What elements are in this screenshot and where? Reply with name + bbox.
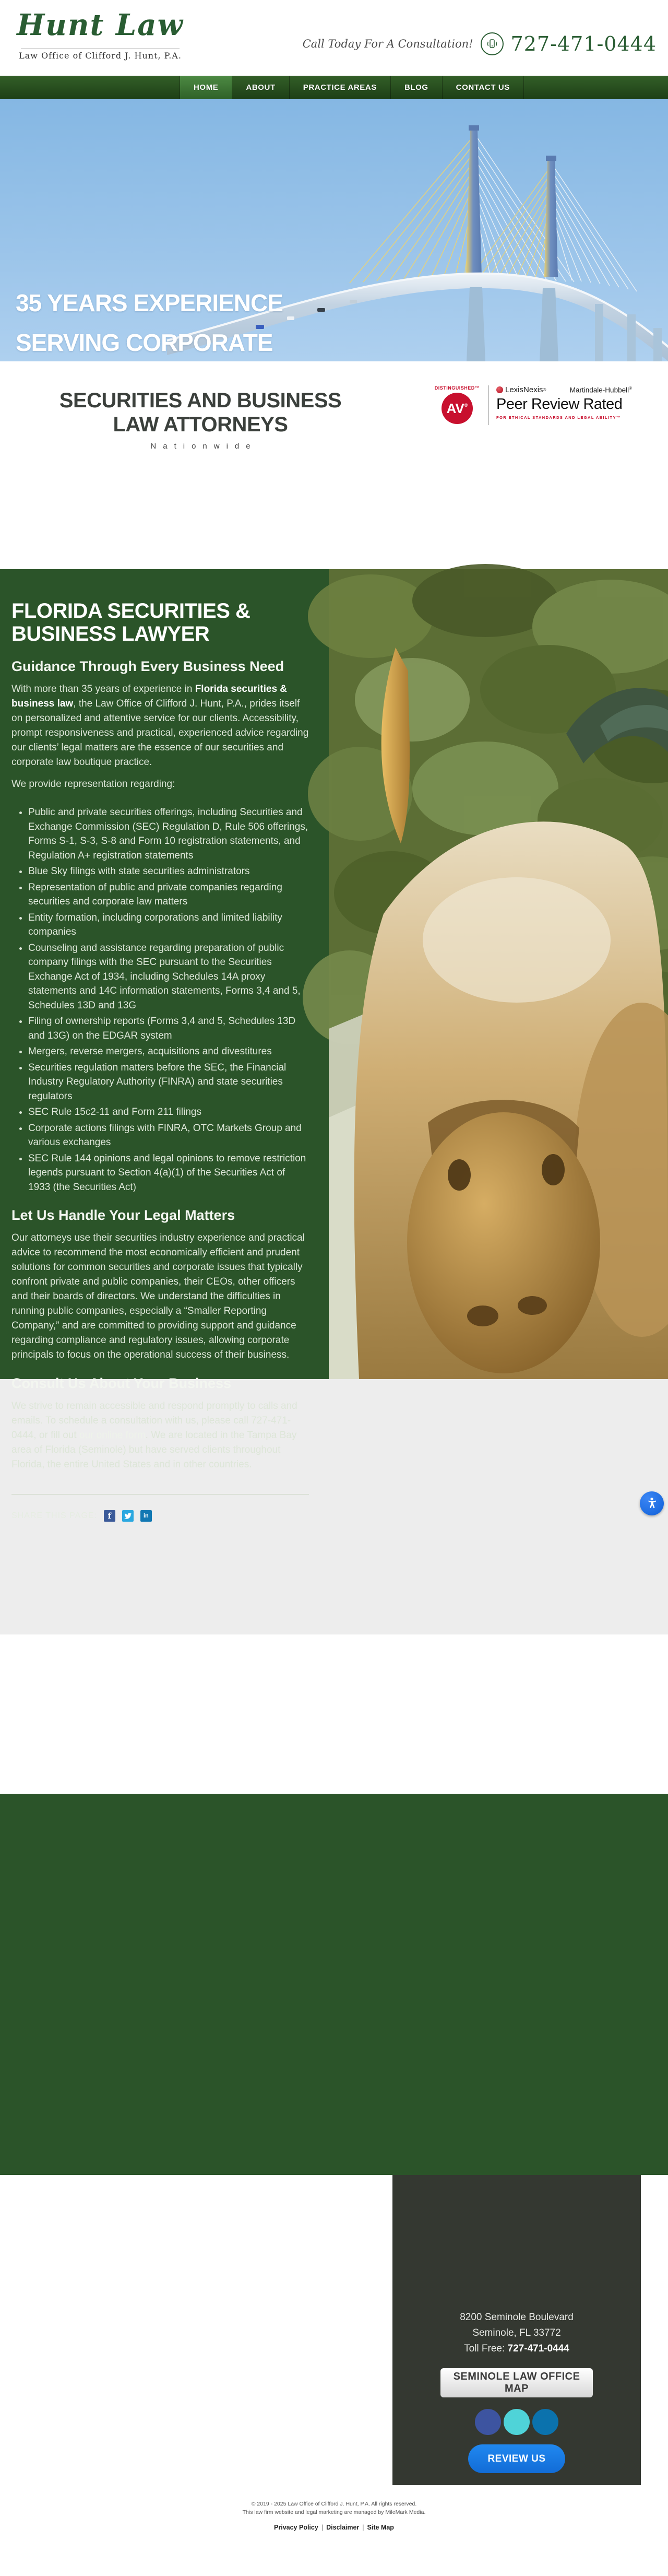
av-reg-mark: ® <box>464 403 468 408</box>
intro-title <box>0 389 401 437</box>
hero-heading <box>16 283 283 362</box>
consultation-tagline: Call Today For A Consultation! <box>302 38 473 50</box>
phone-number-link[interactable]: 727-471-0444 <box>510 32 657 55</box>
list-item: • Counseling and assistance regarding preparation of public company filings with the SEC pursuant to the Securities Exchange Act of 1934, including Schedules 14A proxy statements and 14C information statements, Forms 3,4 and 5, Schedules 13D and 13G <box>28 941 309 1013</box>
facebook-share-icon[interactable]: f <box>104 1510 115 1522</box>
av-rating-seal <box>442 393 473 424</box>
logo-wordmark: Hunt Law <box>17 8 184 42</box>
white-spacer-band <box>0 1634 668 1794</box>
twitter-share-icon[interactable] <box>122 1510 134 1522</box>
site-header <box>0 0 668 76</box>
intro-subtitle: Nationwide <box>150 442 257 451</box>
main-content <box>0 569 668 1521</box>
martindale-reg: ® <box>629 385 632 391</box>
list-item: • Filing of ownership reports (Forms 3,4 and 5, Schedules 13D and 13G) on the EDGAR system <box>28 1014 309 1043</box>
martindale-label: Martindale-Hubbell <box>569 386 629 394</box>
ethical-standards-label: FOR ETHICAL STANDARDS AND LEGAL ABILITY™ <box>496 415 621 420</box>
toll-free-line: Toll Free: 727-471-0444 <box>464 2343 569 2354</box>
distinguished-label: DISTINGUISHED™ <box>434 385 480 391</box>
online-form-link[interactable]: our online form <box>79 1430 146 1441</box>
consult-paragraph: We strive to remain accessible and respond promptly to calls and emails. To schedule a consultation with us, please call 727-471-0444, or fill out our online form. We are located in the Tampa Bay area of Florida (Seminole) but have served clients throughout Florida, the entire United States and in other countries. <box>11 1401 297 1470</box>
intro-paragraph-bold: Florida securities & business law <box>11 684 288 709</box>
main-text-column <box>0 569 329 1521</box>
hero-heading-line1: 35 YEARS EXPERIENCE <box>16 289 283 316</box>
logo-divider <box>21 48 180 49</box>
page-title: FLORIDA SECURITIES & BUSINESS LAWYER <box>11 599 250 645</box>
handle-matters-paragraph: Our attorneys use their securities industry experience and practical advice to recommend the most economically efficient and prudent solutions for common securities and corporate issues that typically confront private and public companies, their CEOs, other officers and their boards of directors. We understand the difficulties in running public companies, especially a “Smaller Reporting Company,” and are committed to providing support and guidance regarding compliance and regulatory issues, allowing corporate principals to focus on the operational success of their business. <box>11 1232 305 1360</box>
nav-item-home[interactable]: HOME <box>180 76 232 99</box>
intro-band <box>0 361 668 569</box>
intro-paragraph: With more than 35 years of experience in Florida securities & business law, the Law Office of Clifford J. Hunt, P.A., prides itself on personalized and attentive service for our clients. Accessibility, prompt responsiveness and practical, experienced advice regarding our clients’ legal matters are the essence of our securities and corporate law boutique practice. <box>11 684 309 768</box>
hero-heading-line2: SERVING CORPORATE <box>16 329 273 356</box>
share-bar <box>11 1510 309 1522</box>
lexisnexis-reg: ® <box>543 387 546 392</box>
office-address <box>392 2310 641 2357</box>
footer-contact-box <box>392 2175 641 2485</box>
main-navigation <box>0 76 668 99</box>
nav-item-practice-areas[interactable]: PRACTICE AREAS <box>290 76 391 99</box>
link-separator: | <box>321 2524 324 2531</box>
footer <box>0 2175 668 2485</box>
list-item: • Securities regulation matters before the SEC, the Financial Industry Regulatory Authority (FINRA) and state securities regulators <box>28 1061 309 1104</box>
nav-item-about[interactable]: ABOUT <box>232 76 289 99</box>
footer-social-row <box>392 2409 641 2435</box>
link-separator: | <box>362 2524 364 2531</box>
intro-title-line1: SECURITIES AND BUSINESS <box>59 389 342 412</box>
peer-review-rated-label: Peer Review Rated <box>496 396 623 413</box>
accessibility-widget-button[interactable] <box>640 1491 664 1515</box>
facebook-circle-icon[interactable] <box>475 2409 501 2435</box>
av-peer-review-badge <box>433 385 632 425</box>
header-contact <box>303 32 657 55</box>
toll-free-number[interactable]: 727-471-0444 <box>507 2343 569 2354</box>
lexisnexis-label: LexisNexis <box>505 385 543 394</box>
bottom-bar <box>0 2485 668 2576</box>
map-band <box>0 1794 668 2175</box>
list-item: • SEC Rule 144 opinions and legal opinions to remove restriction legends pursuant to Section 4(a)(1) of the Securities Act of 1933 (the Securities Act) <box>28 1151 309 1195</box>
list-item: • Public and private securities offerings, including Securities and Exchange Commission (SEC) Regulation D, Rule 506 offerings, Forms S-1, S-3, S-8 and Form 10 registration statements, and Regulation A+ registration statements <box>28 805 309 863</box>
badge-divider <box>488 385 489 425</box>
address-line2: Seminole, FL 33772 <box>472 2327 561 2338</box>
list-item: • Mergers, reverse mergers, acquisitions and divestitures <box>28 1044 309 1059</box>
share-divider <box>11 1494 309 1495</box>
privacy-policy-link[interactable]: Privacy Policy <box>274 2524 318 2531</box>
martindale-brand <box>570 386 632 394</box>
nav-item-blog[interactable]: BLOG <box>391 76 443 99</box>
intro-title-block <box>0 389 401 451</box>
office-map-button[interactable]: SEMINOLE LAW OFFICE MAP <box>440 2368 593 2397</box>
consult-heading: Consult Us About Your Business <box>11 1375 232 1391</box>
representation-lead: We provide representation regarding: <box>11 779 175 790</box>
list-item: • Entity formation, including corporations and limited liability companies <box>28 911 309 939</box>
list-item: • Corporate actions filings with FINRA, OTC Markets Group and various exchanges <box>28 1121 309 1150</box>
site-logo[interactable] <box>17 3 184 61</box>
charging-bull-photo <box>329 569 668 1379</box>
lexisnexis-ball-icon <box>496 386 503 393</box>
list-item: • SEC Rule 15c2-11 and Form 211 filings <box>28 1105 309 1120</box>
accessibility-person-icon <box>645 1496 659 1511</box>
av-letters: AV <box>446 400 464 416</box>
handle-matters-heading: Let Us Handle Your Legal Matters <box>11 1207 235 1223</box>
badge-brands-row <box>496 385 632 394</box>
av-badge-left <box>433 385 481 424</box>
logo-subtitle: Law Office of Clifford J. Hunt, P.A. <box>19 51 182 61</box>
nav-spacer <box>0 76 180 99</box>
representation-list <box>11 805 309 1194</box>
legal-links <box>0 2524 668 2531</box>
review-us-button[interactable]: REVIEW US <box>468 2444 565 2473</box>
copyright-text: © 2019 - 2025 Law Office of Clifford J. Hunt, P.A. All rights reserved. <box>251 2501 417 2507</box>
disclaimer-link[interactable]: Disclaimer <box>326 2524 360 2531</box>
nav-item-contact-us[interactable]: CONTACT US <box>443 76 524 99</box>
av-badge-right <box>496 385 632 420</box>
address-line1: 8200 Seminole Boulevard <box>460 2312 574 2323</box>
guidance-heading: Guidance Through Every Business Need <box>11 658 284 674</box>
credit-text: This law firm website and legal marketing are managed by MileMark Media. <box>242 2509 426 2515</box>
twitter-circle-icon[interactable] <box>504 2409 530 2435</box>
lexisnexis-brand <box>496 385 546 394</box>
list-item: • Blue Sky filings with state securities administrators <box>28 864 309 879</box>
share-label: SHARE THIS PAGE: <box>11 1511 97 1520</box>
phone-icon <box>481 32 504 55</box>
linkedin-share-icon[interactable]: in <box>140 1510 152 1522</box>
linkedin-circle-icon[interactable] <box>532 2409 558 2435</box>
sitemap-link[interactable]: Site Map <box>367 2524 394 2531</box>
intro-title-line2: LAW ATTORNEYS <box>113 413 288 436</box>
hero-banner <box>0 99 668 361</box>
list-item: • Representation of public and private companies regarding securities and corporate law matters <box>28 880 309 909</box>
